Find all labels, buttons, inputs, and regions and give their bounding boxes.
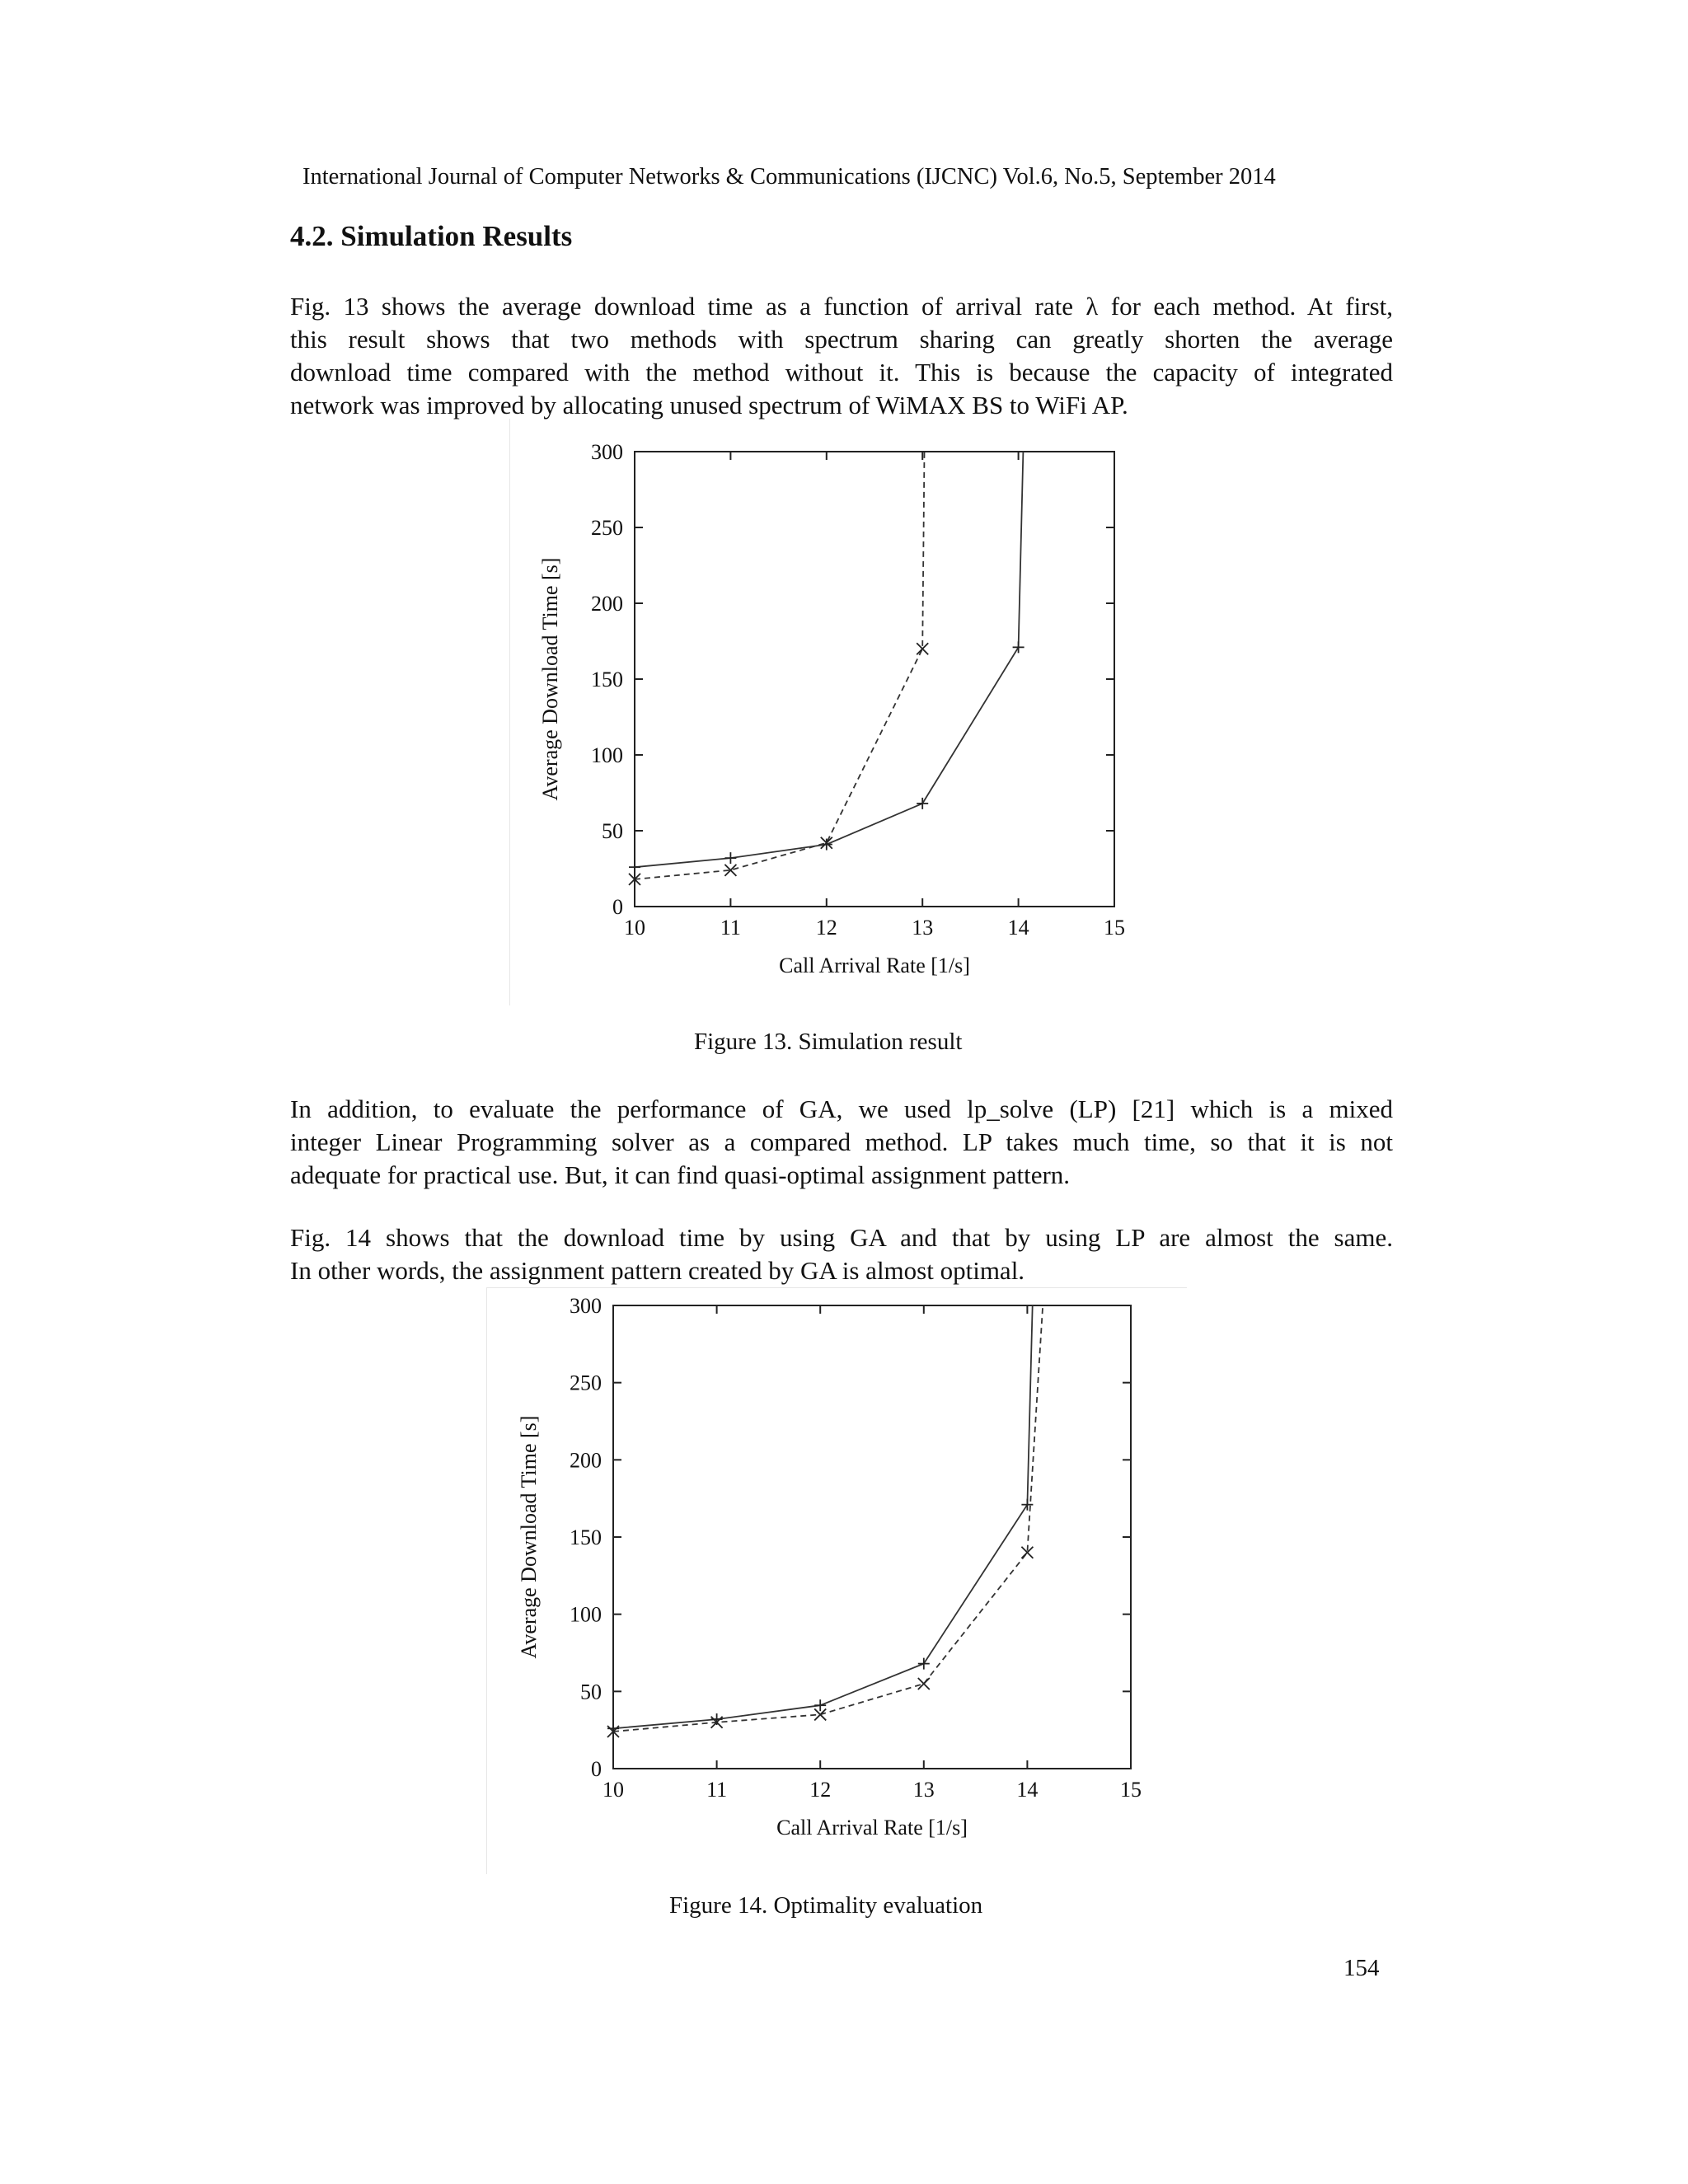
y-tick-label: 250 [570, 1371, 602, 1395]
data-point-1 [1021, 1499, 1033, 1511]
series-line-2 [613, 1305, 1043, 1732]
x-tick-label: 15 [1120, 1778, 1142, 1802]
y-axis-label: Average Download Time [s] [538, 557, 562, 801]
text-line: Fig. 14 shows that the download time by using GA and that by using LP are almost the same. [290, 1223, 1393, 1252]
series-line-1 [613, 1305, 1033, 1728]
paragraph-fig14-intro [290, 1221, 1393, 1287]
figure-13-chart [509, 419, 1144, 1005]
x-tick-label: 11 [720, 916, 741, 940]
text-line: this result shows that two methods with spectrum sharing can greatly shorten the average [290, 325, 1393, 354]
text-line: download time compared with the method without it. This is because the capacity of integrated [290, 358, 1393, 387]
data-point-2 [918, 1678, 930, 1690]
y-tick-label: 250 [591, 516, 623, 540]
y-tick-label: 100 [591, 743, 623, 767]
x-tick-label: 10 [603, 1778, 624, 1802]
data-point-1 [918, 1658, 930, 1670]
y-tick-label: 50 [602, 819, 623, 843]
text-line: network was improved by allocating unused spectrum of WiMAX BS to WiFi AP. [290, 391, 1128, 419]
text-line: integer Linear Programming solver as a compared method. LP takes much time, so that it is not [290, 1127, 1393, 1156]
running-header: International Journal of Computer Networks & Communications (IJCNC) Vol.6, No.5, September 2014 [302, 164, 1276, 190]
x-tick-label: 13 [912, 1778, 935, 1802]
y-tick-label: 0 [591, 1757, 602, 1781]
x-tick-label: 13 [912, 916, 934, 940]
text-line: adequate for practical use. But, it can find quasi-optimal assignment pattern. [290, 1160, 1071, 1189]
x-tick-label: 14 [1016, 1778, 1039, 1802]
x-axis-label: Call Arrival Rate [1/s] [776, 1816, 968, 1840]
x-tick-label: 15 [1104, 916, 1125, 940]
figure-13 [509, 419, 1144, 1005]
data-point-1 [629, 861, 640, 873]
y-axis-label: Average Download Time [s] [517, 1415, 541, 1659]
text-line: Fig. 13 shows the average download time as a function of arrival rate λ for each method. At first, [290, 292, 1393, 321]
series-line-1 [635, 452, 1023, 867]
section-heading: 4.2. Simulation Results [290, 220, 573, 252]
data-point-1 [1013, 641, 1025, 653]
y-tick-label: 0 [612, 895, 623, 919]
paragraph-lp-solve [290, 1093, 1393, 1192]
x-tick-label: 10 [624, 916, 645, 940]
paragraph-fig13-intro [290, 290, 1393, 422]
y-tick-label: 200 [570, 1448, 602, 1473]
figure-14-chart [486, 1287, 1187, 1874]
data-point-1 [814, 1699, 826, 1711]
figure-13-caption: Figure 13. Simulation result [694, 1029, 963, 1055]
x-tick-label: 12 [809, 1778, 832, 1802]
y-tick-label: 150 [570, 1526, 602, 1549]
data-point-1 [724, 852, 736, 864]
y-tick-label: 200 [591, 592, 623, 616]
x-axis-label: Call Arrival Rate [1/s] [779, 954, 970, 977]
y-tick-label: 100 [570, 1602, 602, 1627]
x-tick-label: 14 [1007, 916, 1029, 940]
page-number: 154 [1343, 1955, 1380, 1981]
y-tick-label: 150 [591, 668, 623, 691]
plot-frame [635, 452, 1114, 907]
data-point-1 [917, 798, 928, 809]
series-line-2 [635, 452, 925, 879]
y-tick-label: 300 [570, 1294, 602, 1318]
text-line: In other words, the assignment pattern created by GA is almost optimal. [290, 1256, 1025, 1285]
text-line: In addition, to evaluate the performance of GA, we used lp_solve (LP) [21] which is a mixed [290, 1094, 1393, 1123]
y-tick-label: 50 [580, 1680, 602, 1704]
x-tick-label: 12 [815, 916, 837, 940]
y-tick-label: 300 [591, 440, 623, 464]
figure-14-caption: Figure 14. Optimality evaluation [669, 1892, 983, 1919]
x-tick-label: 11 [706, 1778, 728, 1802]
figure-14 [486, 1287, 1187, 1874]
